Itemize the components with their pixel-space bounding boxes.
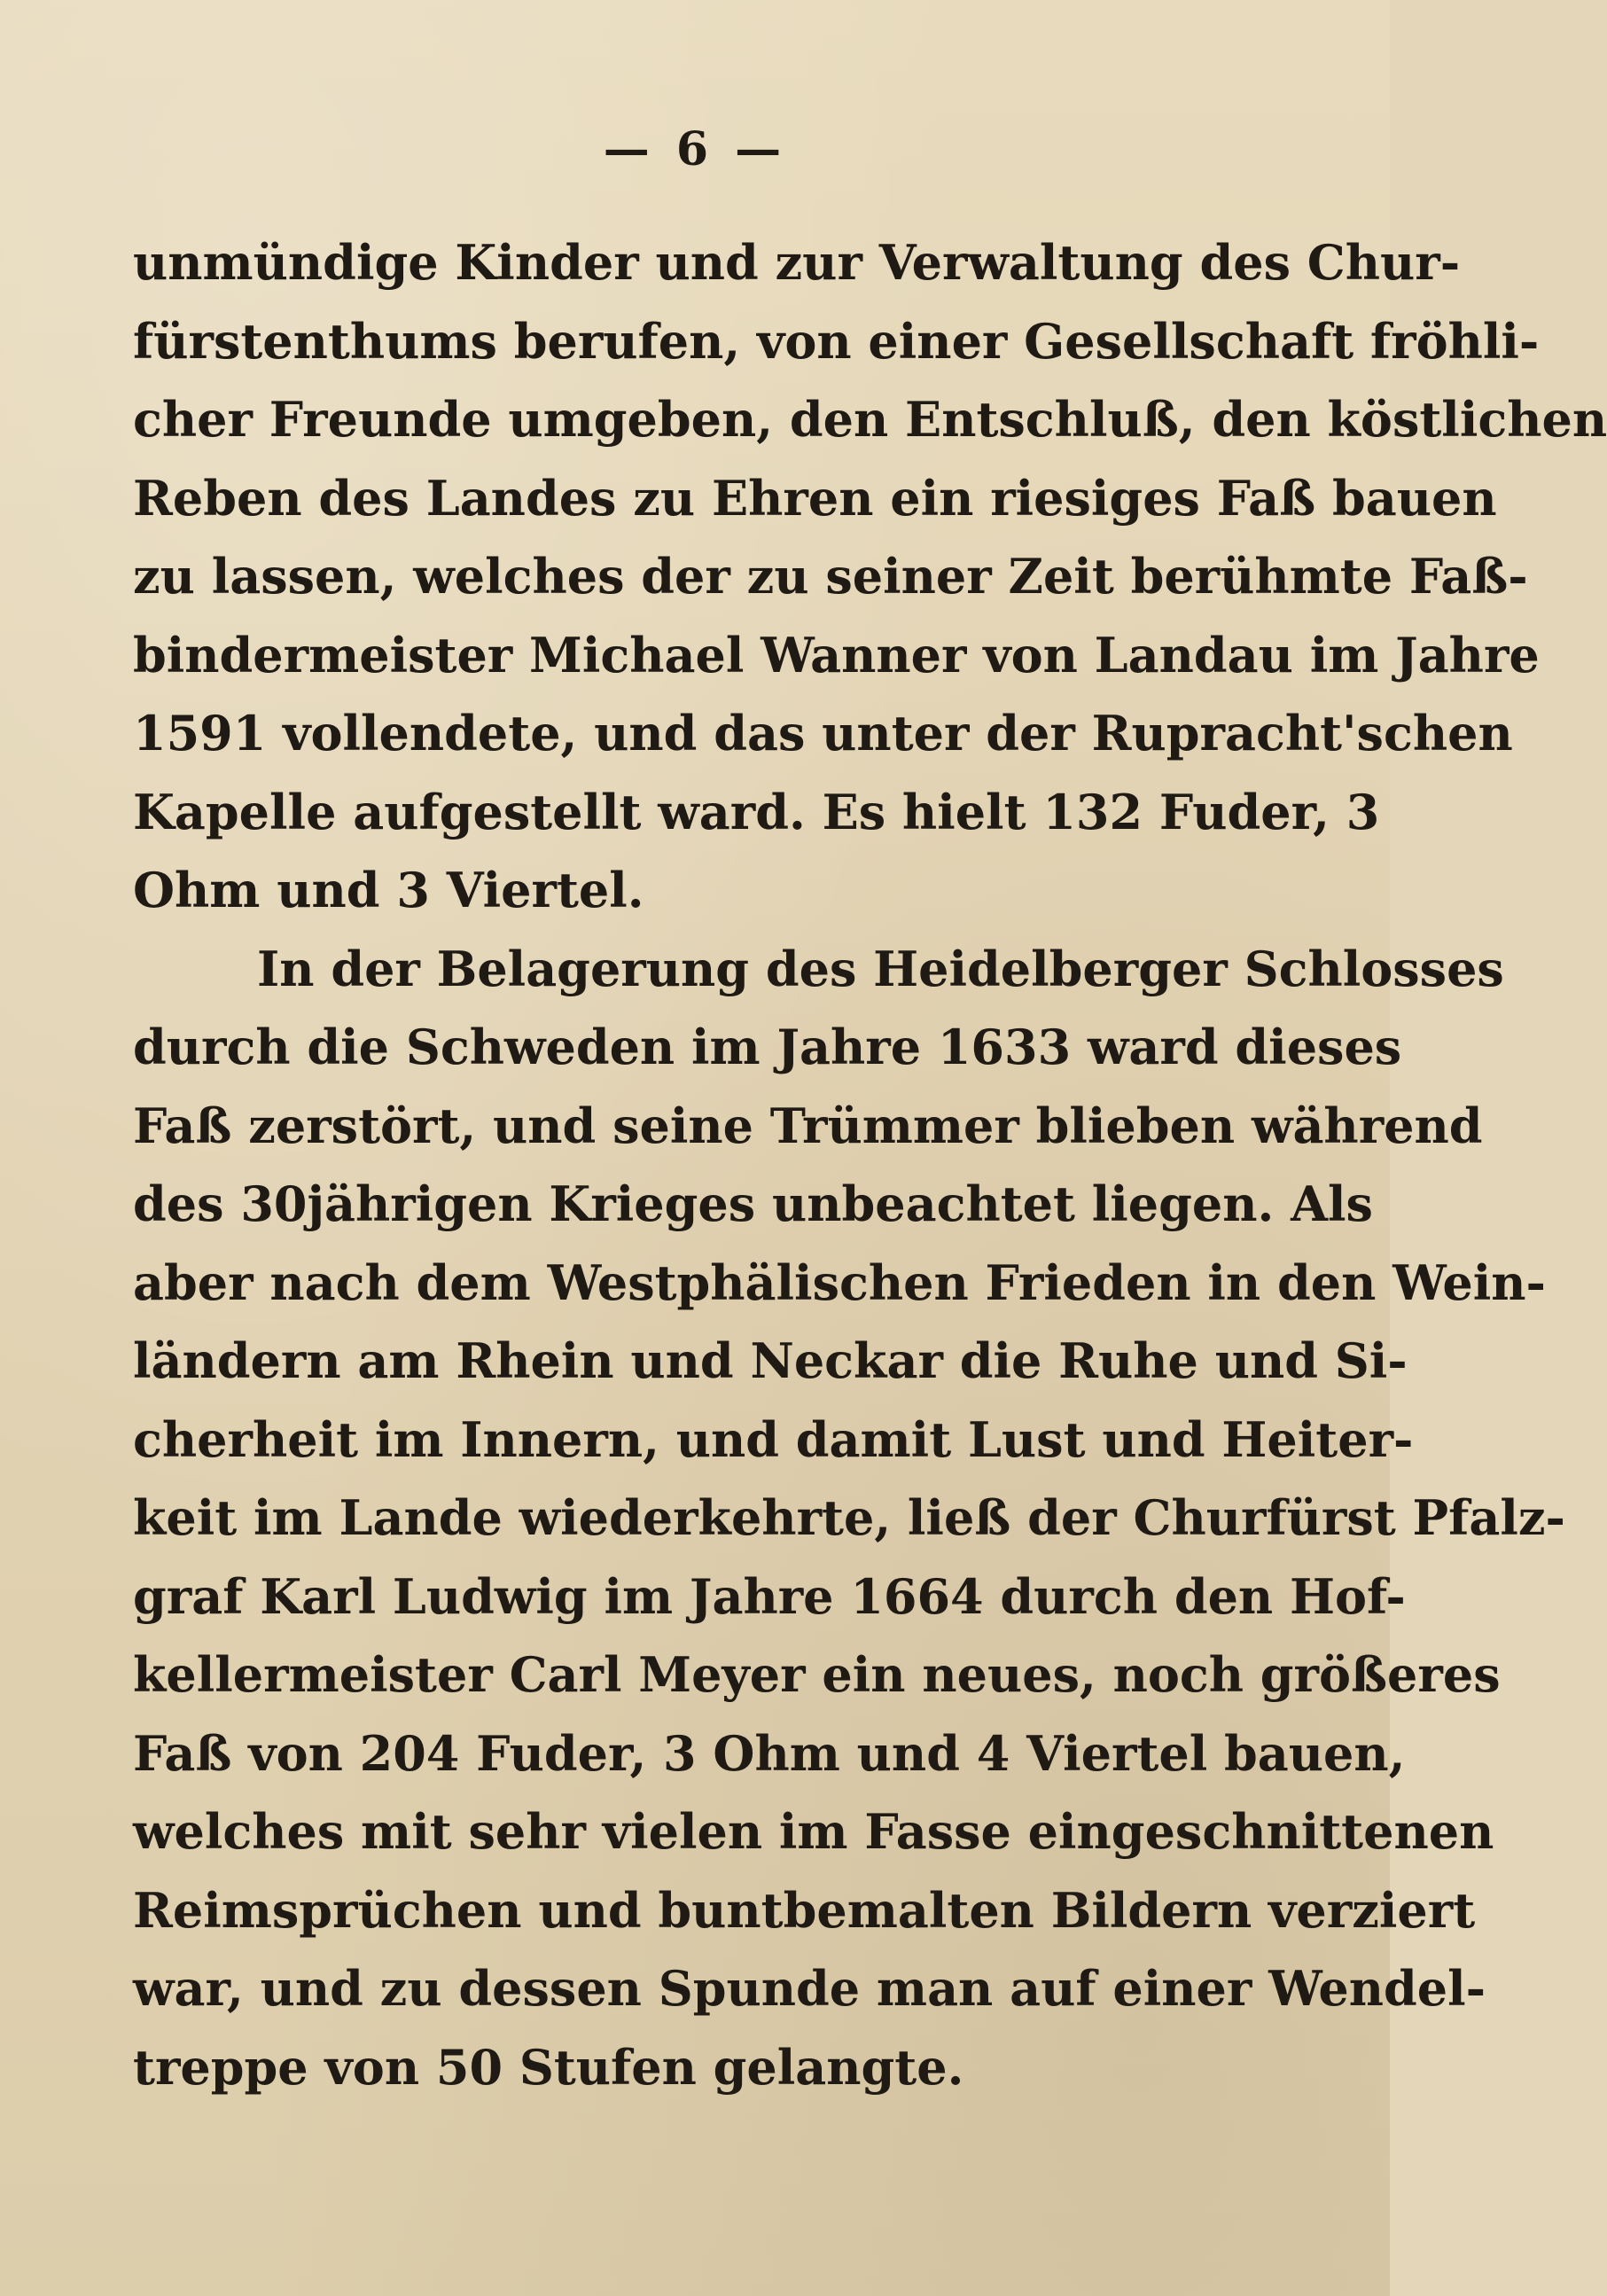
text-line: treppe von 50 Stufen gelangte. [133, 2038, 964, 2096]
text-line: welches mit sehr vielen im Fasse eingeschnittenen [133, 1803, 1494, 1860]
text-line: Ohm und 3 Viertel. [133, 862, 644, 918]
text-line: Faß zerstört, und seine Trümmer blieben während [133, 1097, 1483, 1154]
text-line: kellermeister Carl Meyer ein neues, noch größeres [133, 1646, 1501, 1703]
paragraph-1 [133, 223, 1607, 930]
text-line: Reimsprüchen und buntbemalten Bildern verziert [133, 1881, 1476, 1939]
text-line: aber nach dem Westphälischen Frieden in den Wein- [133, 1253, 1546, 1311]
paragraph-2 [133, 930, 1565, 2107]
text-line: In der Belagerung des Heidelberger Schlosses [257, 940, 1504, 997]
body-text [133, 223, 1607, 2106]
text-line: cherheit im Innern, und damit Lust und Heiter- [133, 1410, 1414, 1468]
text-line: des 30jährigen Krieges unbeachtet liegen. Als [133, 1175, 1373, 1232]
text-line: war, und zu dessen Spunde man auf einer Wendel- [133, 1960, 1486, 2017]
text-line: ländern am Rhein und Neckar die Ruhe und Si- [133, 1332, 1408, 1389]
page-number: — 6 — [603, 122, 787, 176]
text-line: 1591 vollendete, und das unter der Rupracht'schen [133, 705, 1513, 761]
text-line: bindermeister Michael Wanner von Landau im Jahre [133, 626, 1540, 683]
text-line: zu lassen, welches der zu seiner Zeit berühmte Faß- [133, 548, 1528, 605]
text-line: Faß von 204 Fuder, 3 Ohm und 4 Viertel bauen, [133, 1724, 1406, 1782]
text-line: durch die Schweden im Jahre 1633 ward dieses [133, 1019, 1402, 1075]
text-line: keit im Lande wiederkehrte, ließ der Churfürst Pfalz- [133, 1489, 1565, 1546]
text-line: cher Freunde umgeben, den Entschluß, den köstlichen [133, 391, 1607, 448]
text-line: fürstenthums berufen, von einer Gesellschaft fröhli- [133, 312, 1540, 370]
text-line: graf Karl Ludwig im Jahre 1664 durch den Hof- [133, 1567, 1406, 1625]
text-line: unmündige Kinder und zur Verwaltung des Chur- [133, 234, 1461, 291]
text-line: Reben des Landes zu Ehren ein riesiges Faß bauen [133, 469, 1497, 527]
text-line: Kapelle aufgestellt ward. Es hielt 132 Fuder, 3 [133, 783, 1380, 840]
